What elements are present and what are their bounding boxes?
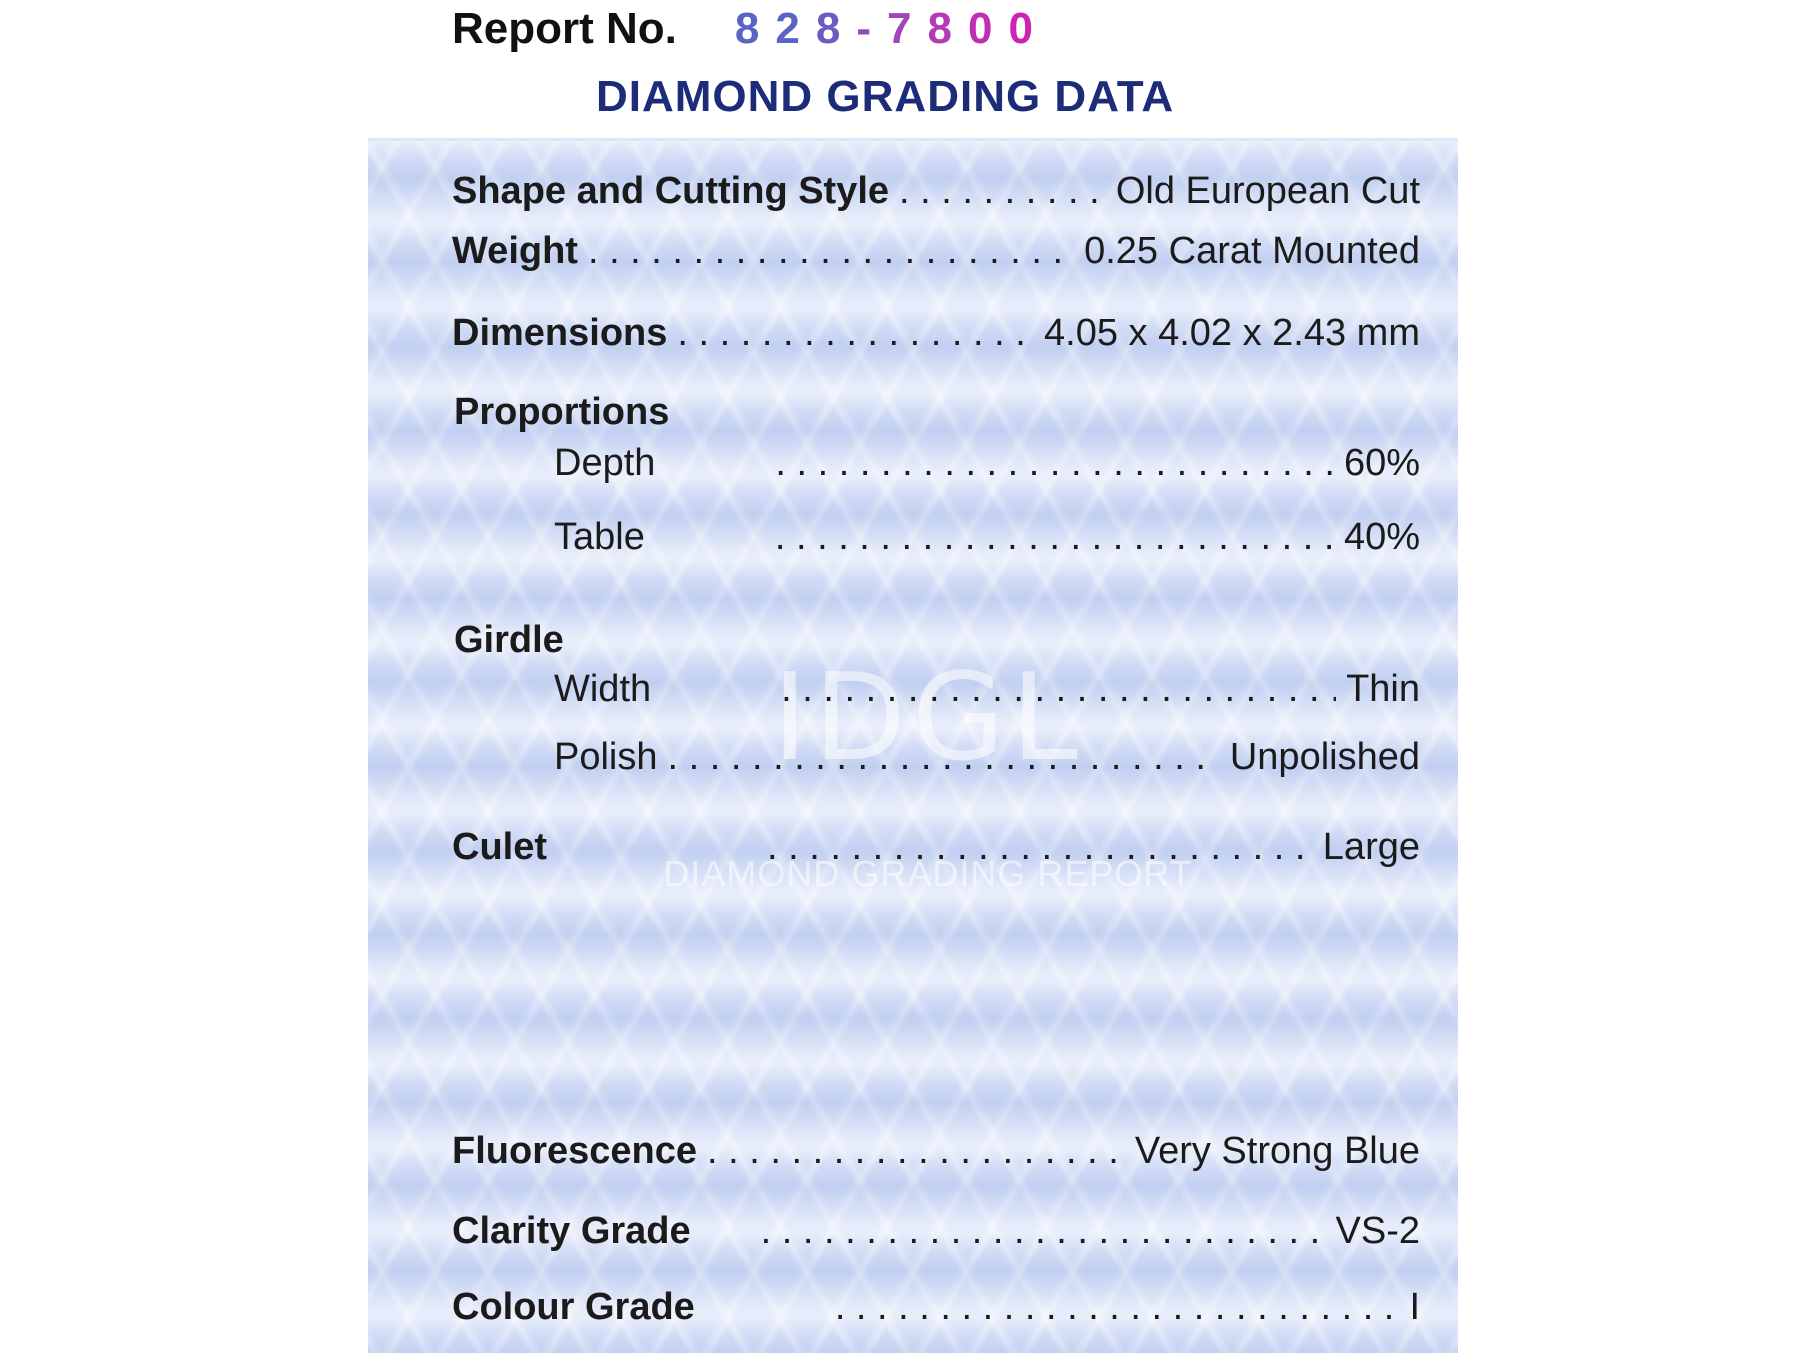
- culet-value: Large: [1322, 826, 1420, 868]
- watermark-subtitle: DIAMOND GRADING REPORT: [663, 853, 1193, 894]
- dot-leader: [835, 1287, 1400, 1329]
- culet-label: Culet: [452, 826, 547, 868]
- dimensions-label: Dimensions: [452, 312, 668, 354]
- depth-row: [554, 443, 1420, 485]
- report-number-char: 8: [734, 4, 776, 53]
- dimensions-row: [452, 313, 1420, 355]
- proportions-heading: Proportions: [454, 391, 670, 433]
- girdle-width-row: [554, 669, 1420, 711]
- colour-row: [452, 1287, 1420, 1329]
- page-title: DIAMOND GRADING DATA: [596, 72, 1175, 121]
- girdle-polish-row: [554, 737, 1420, 779]
- dimensions-value: 4.05 x 4.02 x 2.43 mm: [1044, 312, 1420, 354]
- report-number-char: 2: [775, 4, 816, 53]
- clarity-label: Clarity Grade: [452, 1210, 691, 1252]
- watermark-logo: IDGL: [772, 649, 1084, 788]
- report-number-char: 0: [967, 4, 1009, 53]
- dot-leader: [677, 313, 1034, 355]
- report-number-char: 8: [815, 4, 857, 53]
- culet-row: [452, 827, 1420, 869]
- dot-leader: [761, 1211, 1326, 1253]
- fluorescence-value: Very Strong Blue: [1134, 1130, 1420, 1172]
- girdle-polish-label: Polish: [554, 736, 658, 778]
- colour-value: I: [1409, 1286, 1420, 1328]
- table-value: 40%: [1343, 516, 1420, 558]
- depth-label: Depth: [554, 442, 656, 484]
- clarity-row: [452, 1211, 1420, 1253]
- dot-leader: [899, 171, 1106, 213]
- report-number-char: 8: [927, 4, 968, 53]
- dot-leader: [588, 231, 1074, 273]
- colour-label: Colour Grade: [452, 1286, 695, 1328]
- weight-label: Weight: [452, 230, 578, 272]
- table-label: Table: [554, 516, 645, 558]
- shape-value: Old European Cut: [1115, 170, 1420, 212]
- report-number-line: [452, 4, 1049, 60]
- weight-value: 0.25 Carat Mounted: [1084, 230, 1420, 272]
- girdle-width-label: Width: [554, 668, 652, 710]
- dot-leader: [775, 443, 1334, 485]
- shape-label: Shape and Cutting Style: [452, 170, 890, 212]
- report-number-char: -: [856, 4, 887, 53]
- girdle-polish-value: Unpolished: [1229, 736, 1420, 778]
- dot-leader: [775, 517, 1334, 559]
- dot-leader: [767, 827, 1313, 869]
- report-number-label: Report No.: [452, 4, 677, 53]
- report-number-char: 7: [887, 4, 928, 53]
- weight-row: [452, 231, 1420, 273]
- dot-leader: [781, 669, 1336, 711]
- report-number-char: 0: [1008, 4, 1049, 53]
- shape-row: [452, 171, 1420, 213]
- girdle-width-value: Thin: [1346, 668, 1420, 710]
- grading-panel: [368, 138, 1458, 1353]
- report-number-value: [735, 4, 1049, 54]
- dot-leader: [707, 1131, 1125, 1173]
- fluorescence-label: Fluorescence: [452, 1130, 697, 1172]
- dot-leader: [668, 737, 1220, 779]
- depth-value: 60%: [1343, 442, 1420, 484]
- table-row: [554, 517, 1420, 559]
- girdle-heading: Girdle: [454, 619, 564, 661]
- fluorescence-row: [452, 1131, 1420, 1173]
- clarity-value: VS-2: [1335, 1210, 1420, 1252]
